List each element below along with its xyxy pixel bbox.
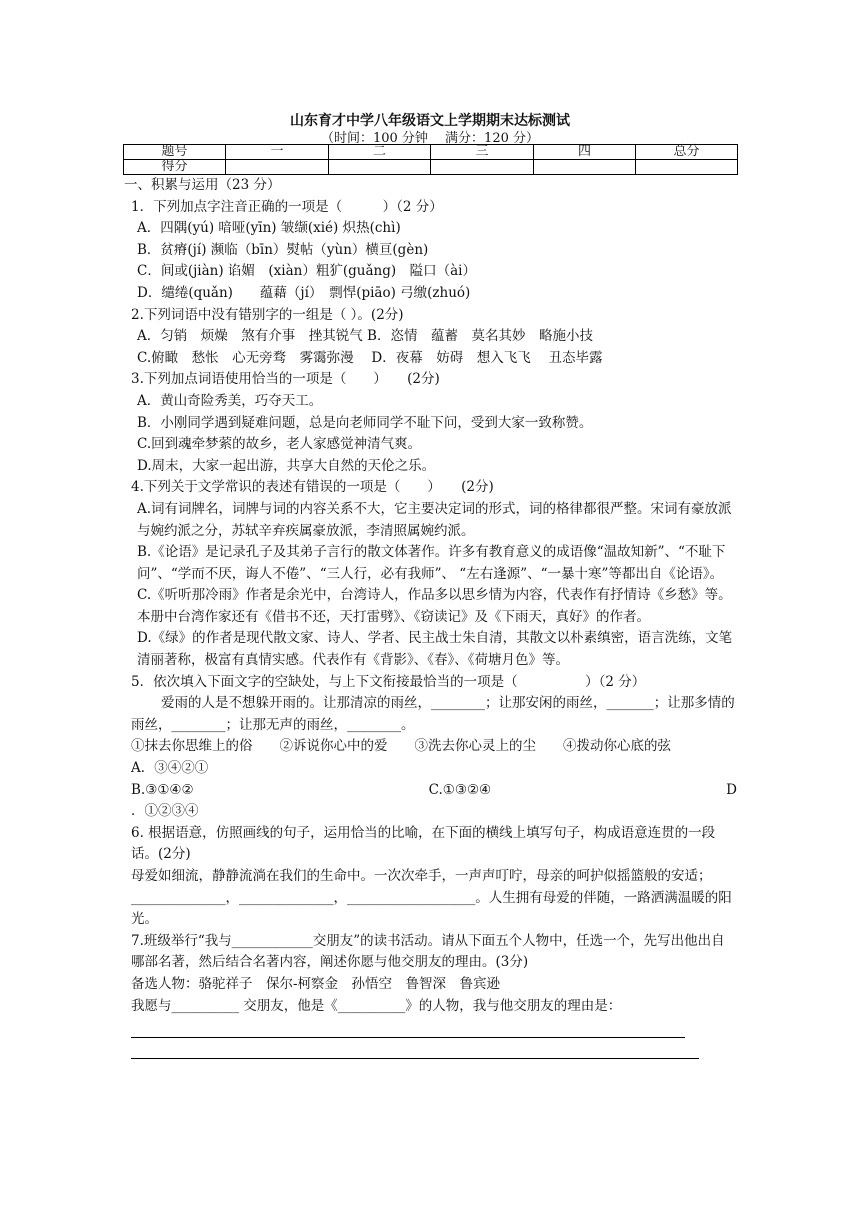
question-3-stem: 3.下列加点词语使用恰当的一项是（ ） (2分) (131, 371, 440, 388)
answer-line[interactable] (131, 1017, 685, 1038)
question-7-candidates: 备选人物：骆驼祥子 保尔-柯察金 孙悟空 鲁智深 鲁宾逊 (131, 975, 501, 992)
score-input-cell[interactable] (431, 160, 534, 175)
question-2-stem: 2.下列词语中没有错别字的一组是（ ）。(2分) (131, 306, 404, 323)
question-3-option-c[interactable]: C.回到魂牵梦萦的故乡，老人家感觉神清气爽。 (137, 436, 422, 453)
question-1-option-c[interactable]: C．间或(jiàn) 谄媚 (xiàn）粗犷(guǎng) 隘口（ài） (137, 263, 476, 280)
question-5-option-a[interactable]: A．③④②① (131, 760, 209, 777)
exam-content (124, 175, 737, 1059)
question-5-phrases: ①抹去你思维上的俗 ②诉说你心中的爱 ③洗去你心灵上的尘 ④拨动你心底的弦 (131, 738, 671, 755)
question-4-option-c[interactable]: C.《听听那冷雨》作者是余光中，台湾诗人，作品多以思乡情为内容，代表作有抒情诗《乡愁》等。本册中台湾作家还有《借书不还，天打雷劈》、《窃读记》及《下雨天，真好》的作者。 (137, 587, 732, 625)
question-5-option-c[interactable]: C.①③②④ (428, 781, 492, 798)
score-cell: 总分 (636, 145, 738, 160)
section-heading: 一、积累与运用（23 分） (124, 177, 281, 193)
question-4-option-b[interactable]: B.《论语》是记录孔子及其弟子言行的散文体著作。许多有教育意义的成语像“温故知新”、“不耻下问”、“学而不厌，诲人不倦”、“三人行，必有我师”、 “左右逢源”、“一暴十寒”等都出自《论语》。 (137, 544, 726, 582)
score-cell: 一 (226, 145, 329, 160)
score-cell: 二 (329, 145, 431, 160)
score-input-cell[interactable] (636, 160, 738, 175)
answer-line[interactable] (131, 1038, 699, 1059)
score-cell: 得分 (124, 160, 226, 175)
score-table-score-row (124, 160, 738, 175)
question-5-option-d[interactable]: ．①②③④ (131, 803, 199, 820)
exam-title: 山东育才中学八年级语文上学期期末达标测试 (290, 113, 570, 129)
score-input-cell[interactable] (534, 160, 636, 175)
score-cell: 题号 (124, 145, 226, 160)
question-4-option-d[interactable]: D.《绿》的作者是现代散文家、诗人、学者、民主战士朱自清，其散文以朴素缜密，语言洗练，文笔清丽著称，极富有真情实感。代表作有《背影》、《春》、《荷塘月色》等。 (137, 630, 733, 669)
score-table (123, 144, 738, 175)
question-5-passage: 爱雨的人是不想躲开雨的。让那清凉的雨丝，________；让那安闲的雨丝，_______；让那多情的雨丝，________；让那无声的雨丝，________。 (131, 695, 735, 733)
question-5-option-d-label[interactable]: D (726, 781, 737, 798)
score-input-cell[interactable] (329, 160, 431, 175)
question-5-option-b[interactable]: B.③①④② (131, 781, 194, 798)
question-5-stem: 5．依次填入下面文字的空缺处，与上下文衔接最恰当的一项是（ ）（2 分） (131, 673, 646, 690)
question-1-option-d[interactable]: D．缱绻(quǎn) 蕴藉（jí） 剽悍(piāo) 弓缴(zhuó) (137, 284, 471, 301)
question-2-options-ab[interactable]: A．匀销 烦燥 煞有介事 挫其锐气 B．恣情 蕴蓄 莫名其妙 略施小技 (137, 328, 593, 345)
question-1-option-a[interactable]: A．四隅(yú) 喑哑(yīn) 皱缬(xié) 炽热(chì) (137, 220, 401, 237)
question-3-option-a[interactable]: A．黄山奇险秀美，巧夺天工。 (137, 392, 323, 409)
score-cell: 四 (534, 145, 636, 160)
exam-subtitle: （时间：100 分钟 满分：120 分） (320, 131, 540, 146)
question-7-prompt[interactable]: 我愿与__________ 交朋友，他是《__________》的人物，我与他交朋友的理由是： (131, 997, 622, 1014)
question-4-option-a[interactable]: A.词有词牌名，词牌与词的内容关系不大，它主要决定词的形式，词的格律都很严整。宋词有豪放派与婉约派之分，苏轼辛弃疾属豪放派，李清照属婉约派。 (137, 500, 732, 539)
question-3-option-b[interactable]: B．小刚同学遇到疑难问题，总是向老师同学不耻下问，受到大家一致称赞。 (137, 414, 593, 431)
question-1-option-b[interactable]: B．贫瘠(jí) 濒临（bīn）熨帖（yùn）横亘(gèn) (137, 241, 429, 258)
score-table-header-row (124, 145, 738, 160)
question-6-stem: 6. 根据语意，仿照画线的句子，运用恰当的比喻，在下面的横线上填写句子，构成语意连贯的一段话。(2分) (131, 824, 716, 863)
question-4-stem: 4.下列关于文学常识的表述有错误的一项是（ ） (2分) (131, 479, 494, 496)
question-5-options-row (131, 780, 737, 802)
question-7-stem: 7.班级举行“我与____________交朋友”的读书活动。请从下面五个人物中，任选一个，先写出他出自哪部名著，然后结合名著内容，阐述你愿与他交朋友的理由。(3分) (131, 932, 725, 971)
score-cell: 三 (431, 145, 534, 160)
score-input-cell[interactable] (226, 160, 329, 175)
question-1-stem: 1．下列加点字注音正确的一项是（ ）（2 分） (131, 198, 443, 215)
question-3-option-d[interactable]: D.周末，大家一起出游，共享大自然的天伦之乐。 (137, 457, 436, 474)
question-2-options-cd[interactable]: C.俯瞰 愁怅 心无旁骛 雾霭弥漫 D．夜幕 妨碍 想入飞飞 丑态毕露 (137, 349, 603, 366)
question-6-passage[interactable]: 母爱如细流，静静流淌在我们的生命中。一次次牵手，一声声叮咛，母亲的呵护似摇篮般的安适；______________，______________，___________________。人生拥有母爱的伴随，一路洒满温暖的阳光。 (131, 868, 732, 928)
